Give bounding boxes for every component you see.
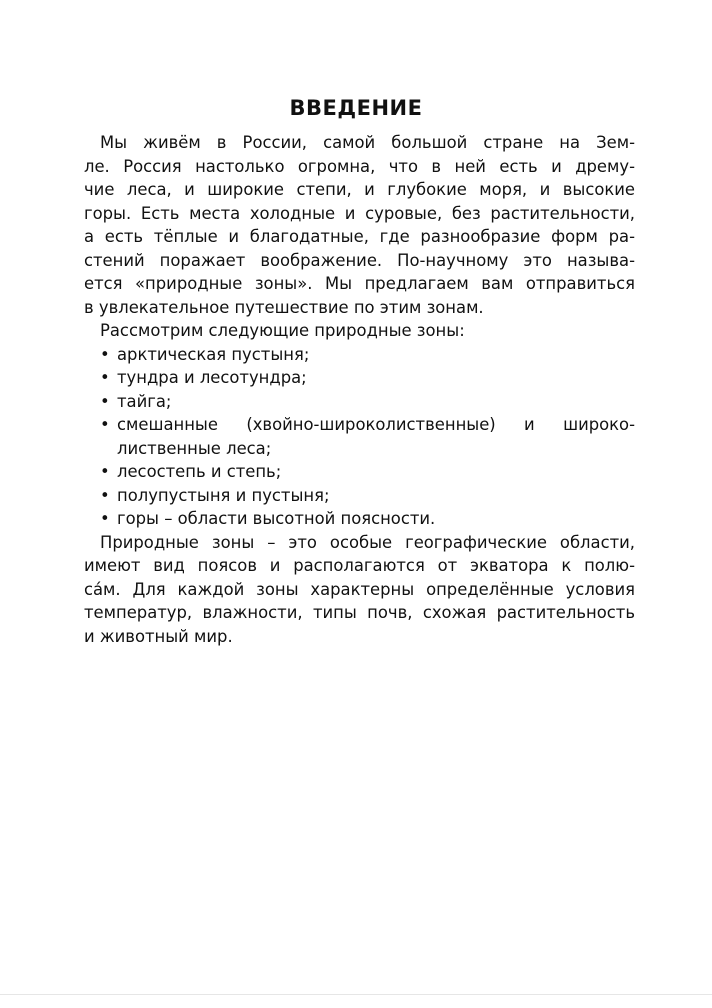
text-line: Природные зоны – это особые географические области, [100,532,635,552]
bullet-icon: • [100,415,110,434]
text-line: Рассмотрим следующие природные зоны: [100,321,465,340]
text-line: имеют вид поясов и располагаются от экватора к полю- [84,556,635,575]
bullet-icon: • [100,509,110,528]
list-item [100,390,635,414]
text-line: температур, влажности, типы почв, схожая растительность [84,603,635,622]
list-item-continuation: лиственные леса; [117,438,272,458]
list-item-text: полупустыня и пустыня; [117,485,330,505]
text-line: ется «природные зоны». Мы предлагаем вам отправиться [84,274,635,293]
list-intro-paragraph [100,319,635,343]
list-item-text: смешанные (хвойно-широколиственные) и широко- [117,415,635,434]
conclusion-paragraph [84,531,635,649]
text-line: и животный мир. [84,626,233,646]
list-item-text: арктическая пустыня; [117,344,310,364]
text-line: са́м. Для каждой зоны характерны определённые условия [84,579,635,599]
text-line: ле. Россия настолько огромна, что в ней есть и дрему- [84,156,635,176]
intro-paragraph [84,131,635,319]
text-line: Мы живём в России, самой большой стране на Зем- [100,133,635,152]
bullet-icon: • [100,485,110,505]
text-line: чие леса, и широкие степи, и глубокие моря, и высокие [84,180,635,199]
list-item [100,366,635,390]
text-line: а есть тёплые и благодатные, где разнообразие форм ра- [84,227,635,246]
list-item [100,460,635,484]
page-title: ВВЕДЕНИЕ [289,96,423,120]
zones-list [100,343,635,531]
list-item [100,343,635,367]
bullet-icon: • [100,368,110,387]
list-item [100,507,635,531]
bullet-icon: • [100,462,110,481]
list-item-text: тайга; [117,391,172,411]
text-line: горы. Есть места холодные и суровые, без растительности, [84,203,635,223]
list-item [100,413,635,437]
list-item [100,484,635,508]
text-line: стений поражает воображение. По-научному это называ- [84,250,635,270]
list-item-text: лесостепь и степь; [117,462,282,481]
body-text [84,131,635,648]
text-line: в увлекательное путешествие по этим зонам. [84,297,484,317]
list-item-text: тундра и лесотундра; [117,368,307,387]
bullet-icon: • [100,391,110,411]
bullet-icon: • [100,344,110,364]
list-item-text: горы – области высотной поясности. [117,509,436,528]
page-bottom-edge [0,994,712,995]
